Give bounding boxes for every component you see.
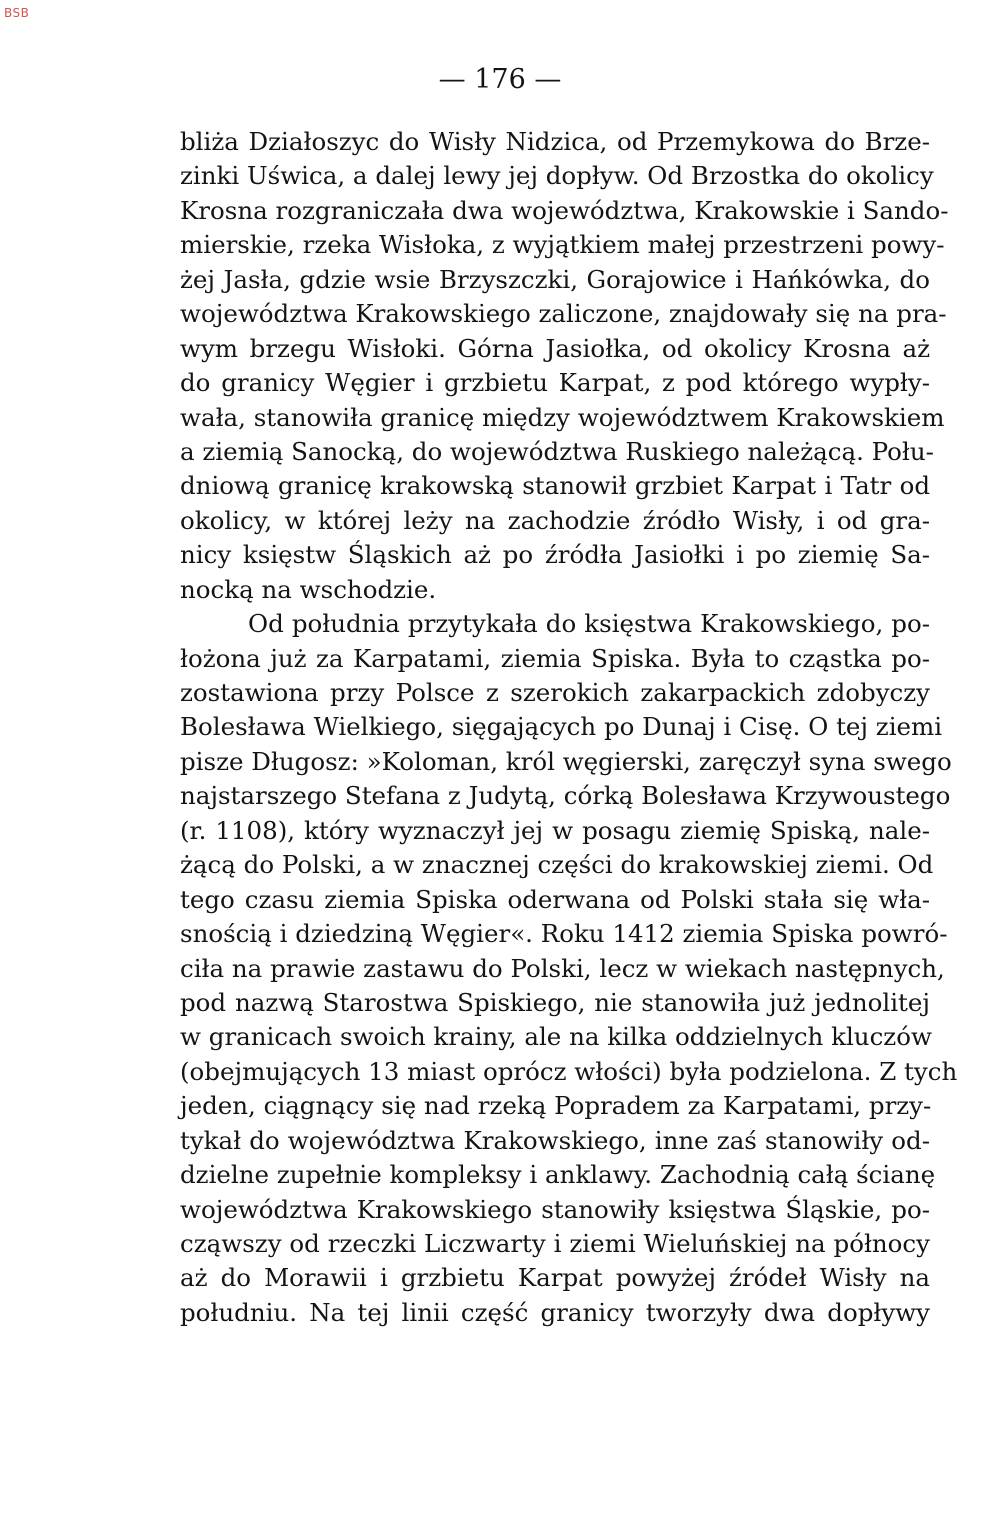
text-line: dzielne zupełnie kompleksy i anklawy. Zachodnią całą ścianę	[180, 1160, 936, 1190]
text-line: najstarszego Stefana z Judytą, córką Bolesława Krzywoustego	[180, 781, 951, 811]
text-line: Bolesława Wielkiego, sięgających po Dunaj i Cisę. O tej ziemi	[180, 712, 943, 742]
text-line: wała, stanowiła granicę między województwem Krakowskiem	[180, 402, 945, 432]
text-line: w granicach swoich krainy, ale na kilka oddzielnych kluczów	[180, 1022, 932, 1052]
text-line: Krosna rozgraniczała dwa województwa, Krakowskie i Sando-	[180, 195, 949, 225]
text-line: aż do Morawii i grzbietu Karpat powyżej źródeł Wisły na	[180, 1263, 930, 1293]
text-line: południu. Na tej linii część granicy tworzyły dwa dopływy	[180, 1297, 930, 1327]
text-line: województwa Krakowskiego stanowiły księstwa Śląskie, po-	[180, 1194, 930, 1224]
text-line: pod nazwą Starostwa Spiskiego, nie stanowiła już jednolitej	[180, 987, 930, 1017]
page-number: — 176 —	[438, 64, 562, 95]
text-line: zinki Uświca, a dalej lewy jej dopływ. Od Brzostka do okolicy	[180, 161, 934, 191]
text-line: jeden, ciągnący się nad rzeką Popradem za Karpatami, przy-	[180, 1091, 932, 1121]
text-line: snością i dziedziną Węgier«. Roku 1412 ziemia Spiska powró-	[180, 919, 948, 949]
text-line: (obejmujących 13 miast oprócz włości) była podzielona. Z tych	[180, 1056, 958, 1086]
text-line: województwa Krakowskiego zaliczone, znajdowały się na pra-	[180, 299, 947, 329]
text-line: wym brzegu Wisłoki. Górna Jasiołka, od okolicy Krosna aż	[180, 333, 930, 363]
text-line: ciła na prawie zastawu do Polski, lecz w wiekach następnych,	[180, 953, 945, 983]
body-text	[180, 125, 958, 1330]
text-line: nicy księstw Śląskich aż po źródła Jasiołki i po ziemię Sa-	[180, 540, 930, 570]
text-line: tego czasu ziemia Spiska oderwana od Polski stała się wła-	[180, 884, 930, 914]
text-line: a ziemią Sanocką, do województwa Ruskiego należącą. Połu-	[180, 436, 934, 466]
text-line: dniową granicę krakowską stanowił grzbiet Karpat i Tatr od	[180, 471, 930, 501]
text-line: łożona już za Karpatami, ziemia Spiska. Była to cząstka po-	[180, 643, 930, 673]
text-line: okolicy, w której leży na zachodzie źródło Wisły, i od gra-	[180, 505, 930, 535]
text-line: pisze Długosz: »Koloman, król węgierski, zaręczył syna swego	[180, 746, 952, 776]
text-line: Od południa przytykała do księstwa Krakowskiego, po-	[248, 609, 930, 639]
library-watermark: BSB	[4, 6, 30, 20]
text-line: zostawiona przy Polsce z szerokich zakarpackich zdobyczy	[180, 678, 930, 707]
text-line: nocką na wschodzie.	[180, 574, 437, 604]
text-line: żącą do Polski, a w znacznej części do krakowskiej ziemi. Od	[180, 850, 934, 880]
text-line: bliża Działoszyc do Wisły Nidzica, od Przemykowa do Brze-	[180, 127, 930, 156]
text-line: (r. 1108), który wyznaczył jej w posagu ziemię Spiską, nale-	[180, 815, 930, 845]
text-line: mierskie, rzeka Wisłoka, z wyjątkiem małej przestrzeni powy-	[180, 230, 945, 260]
text-line: tykał do województwa Krakowskiego, inne zaś stanowiły od-	[180, 1125, 930, 1155]
text-line: cząwszy od rzeczki Liczwarty i ziemi Wieluńskiej na północy	[180, 1229, 930, 1258]
text-line: do granicy Węgier i grzbietu Karpat, z pod którego wypły-	[180, 368, 930, 398]
text-line: żej Jasła, gdzie wsie Brzyszczki, Gorajowice i Hańkówka, do	[180, 264, 930, 294]
